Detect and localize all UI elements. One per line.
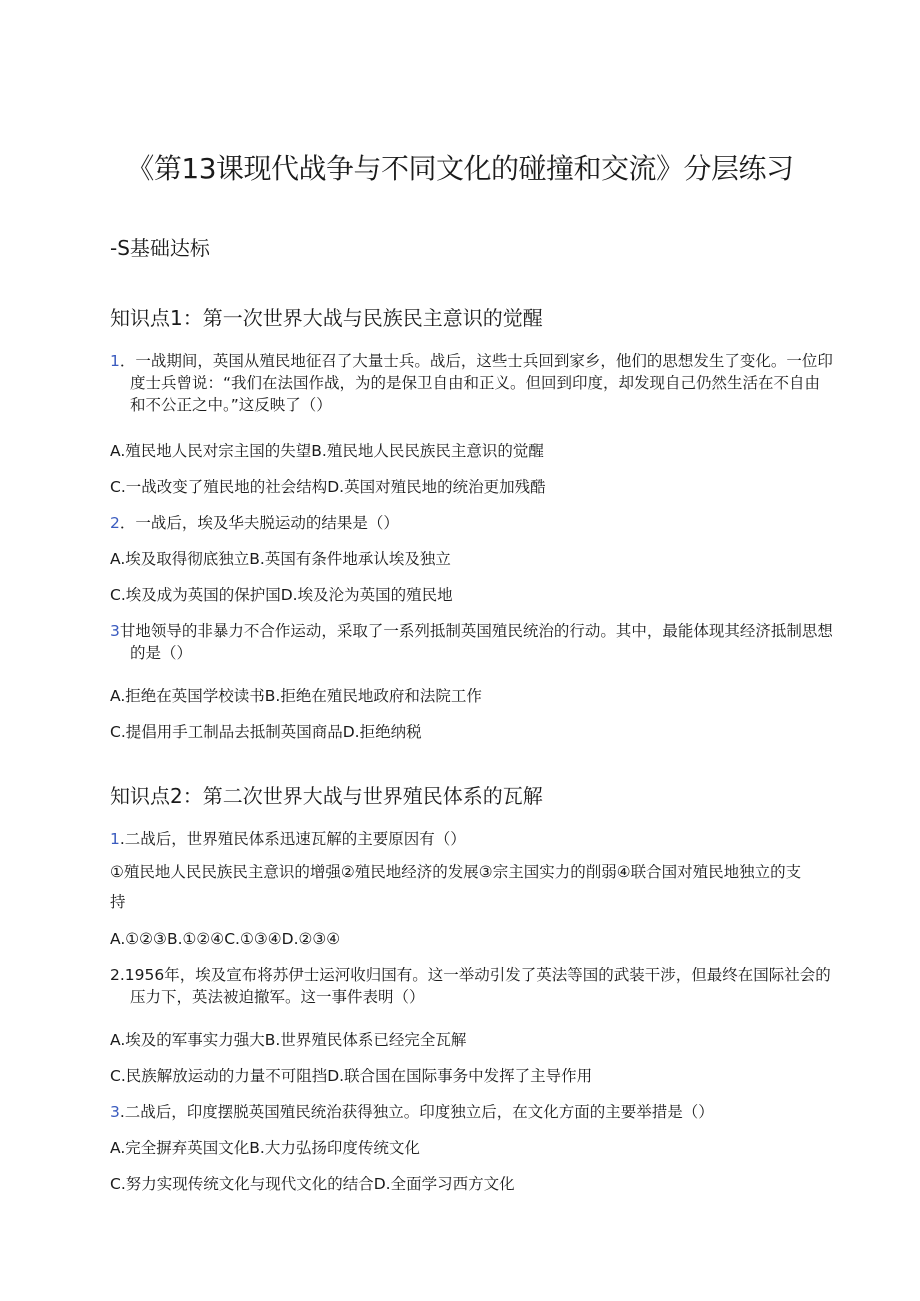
kp2-q2-options-cd: C.民族解放运动的力量不可阻挡D.联合国在国际事务中发挥了主导作用 [110,1067,593,1085]
knowledge-point-2-heading: 知识点2：第二次世界大战与世界殖民体系的瓦解 [110,784,543,808]
question-stem: ．一战期间，英国从殖民地征召了大量士兵。战后，这些士兵回到家乡，他们的思想发生了变化。一位印度士兵曾说：“我们在法国作战，为的是保卫自由和正义。但回到印度，却发现自己仍然生活在不自由和不公正之中。”这反映了（） [119,352,833,414]
kp1-question-1 [110,350,835,416]
question-stem: .二战后，印度摆脱英国殖民统治获得独立。印度独立后，在文化方面的主要举措是（） [119,1103,714,1121]
question-number: 3 [110,622,120,640]
kp1-q1-options-cd: C.一战改变了殖民地的社会结构D.英国对殖民地的统治更加残酷 [110,478,546,496]
kp2-question-3 [110,1101,815,1123]
question-number: 1 [110,352,120,370]
knowledge-point-1-heading: 知识点1：第一次世界大战与民族民主意识的觉醒 [110,306,543,330]
section-heading: -S基础达标 [110,236,210,260]
kp2-q2-options-ab: A.埃及的军事实力强大B.世界殖民体系已经完全瓦解 [110,1031,467,1049]
kp1-q3-options-cd: C.提倡用手工制品去抵制英国商品D.拒绝纳税 [110,723,422,741]
question-number: 2 [110,966,120,984]
kp2-question-1 [110,828,815,850]
kp1-question-2 [110,512,815,534]
question-number: 2 [110,514,120,532]
kp1-q2-options-cd: C.埃及成为英国的保护国D.埃及沦为英国的殖民地 [110,586,453,604]
question-stem: 甘地领导的非暴力不合作运动，采取了一系列抵制英国殖民统治的行动。其中，最能体现其经济抵制思想的是（） [119,622,833,662]
kp2-q3-options-ab: A.完全摒弃英国文化B.大力弘扬印度传统文化 [110,1139,420,1157]
kp2-q1-options: A.①②③B.①②④C.①③④D.②③④ [110,930,341,948]
question-number: 1 [110,830,120,848]
kp2-q1-statements: ①殖民地人民民族民主意识的增强②殖民地经济的发展③宗主国实力的削弱④联合国对殖民地独立的支持 [110,863,802,911]
page-title: 《第13课现代战争与不同文化的碰撞和交流》分层练习 [126,152,794,185]
kp2-q3-options-cd: C.努力实现传统文化与现代文化的结合D.全面学习西方文化 [110,1175,515,1193]
question-stem: ．一战后，埃及华夫脱运动的结果是（） [119,514,399,532]
question-stem: .1956年，埃及宣布将苏伊士运河收归国有。这一举动引发了英法等国的武装干涉，但最终在国际社会的压力下，英法被迫撤军。这一事件表明（） [119,966,831,1006]
kp1-q3-options-ab: A.拒绝在英国学校读书B.拒绝在殖民地政府和法院工作 [110,687,482,705]
kp1-q1-options-ab: A.殖民地人民对宗主国的失望B.殖民地人民民族民主意识的觉醒 [110,442,544,460]
kp1-q2-options-ab: A.埃及取得彻底独立B.英国有条件地承认埃及独立 [110,550,451,568]
kp1-question-3 [110,620,835,664]
question-number: 3 [110,1103,120,1121]
kp2-question-2 [110,964,835,1008]
question-stem: .二战后，世界殖民体系迅速瓦解的主要原因有（） [119,830,466,848]
